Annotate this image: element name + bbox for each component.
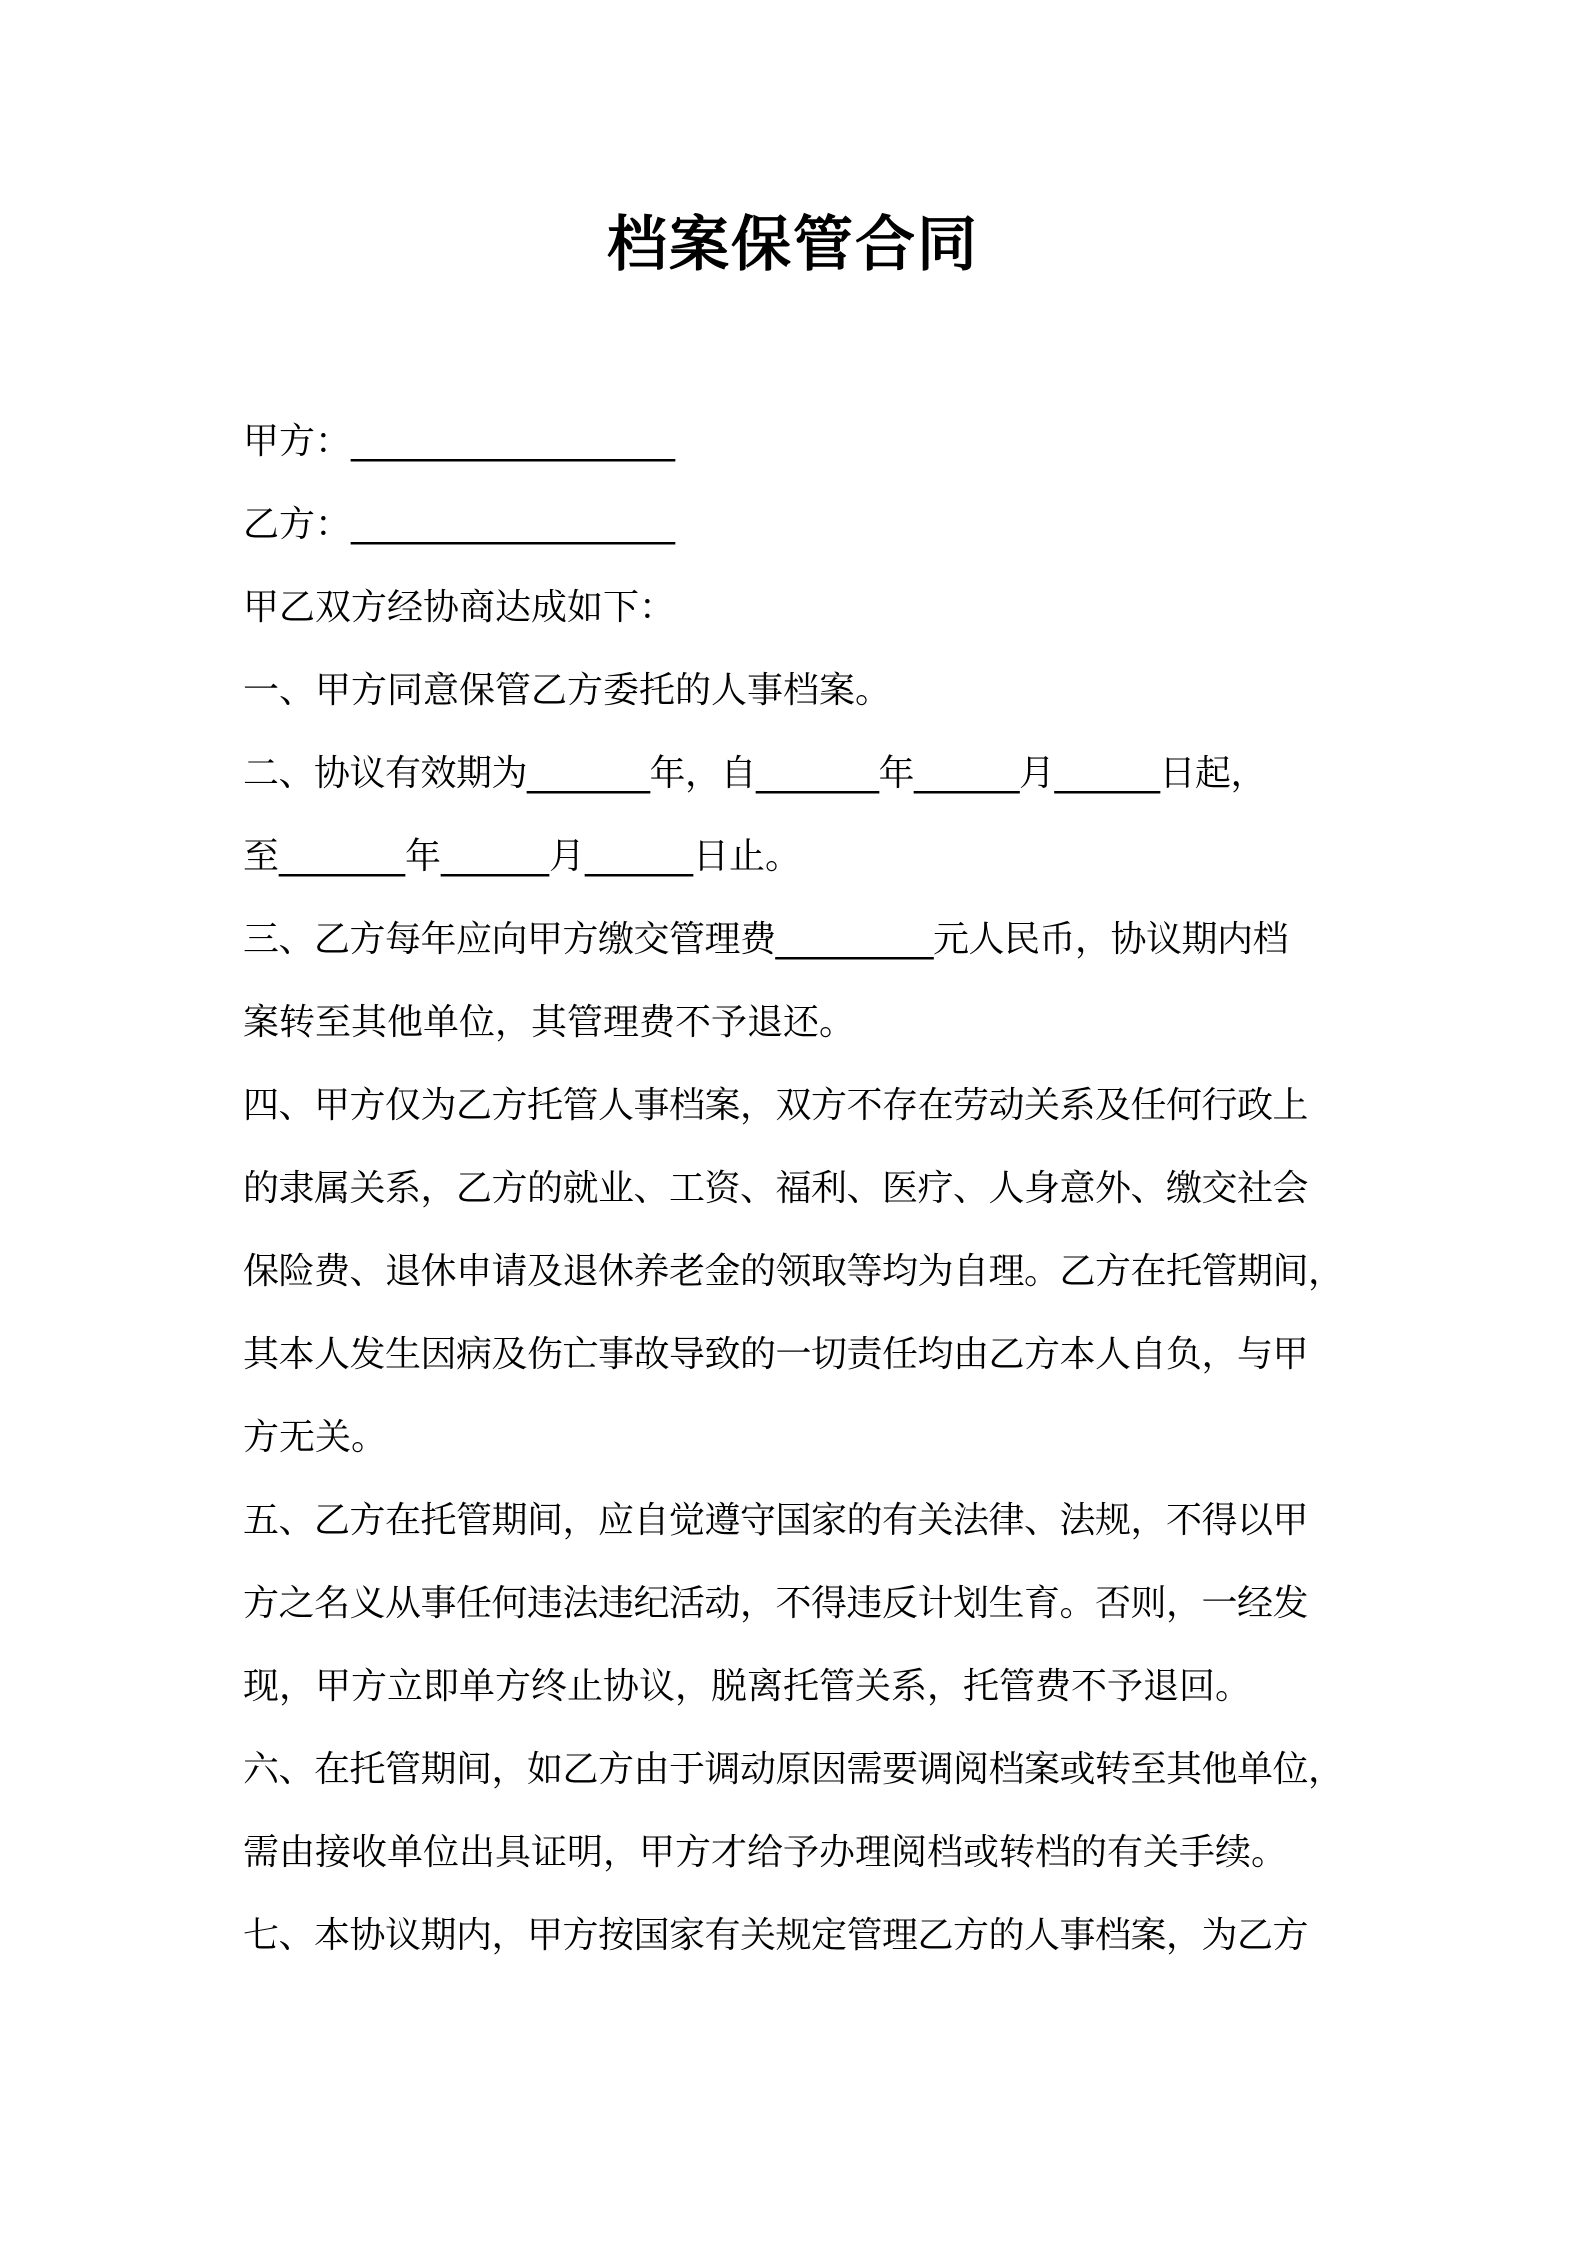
text-line: 的隶属关系，乙方的就业、工资、福利、医疗、人身意外、缴交社会 [243, 1168, 1309, 1209]
party-a-label: 甲方： [243, 421, 352, 462]
text-line: 三、乙方每年应向甲方缴交管理费_________元人民币，协议期内档 [243, 919, 1289, 960]
text-line: 至_______年______月______日止。 [243, 836, 802, 877]
text-line: 五、乙方在托管期间，应自觉遵守国家的有关法律、法规，不得以甲 [243, 1500, 1309, 1541]
text-line: 一、甲方同意保管乙方委托的人事档案。 [243, 670, 892, 711]
text-line: 甲乙双方经协商达成如下： [243, 587, 676, 628]
text-line: 二、协议有效期为_______年，自_______年______月______日起， [243, 753, 1267, 794]
text-line: 六、在托管期间，如乙方由于调动原因需要调阅档案或转至其他单位， [243, 1749, 1344, 1790]
text-line: 保险费、退休申请及退休养老金的领取等均为自理。乙方在托管期间， [243, 1251, 1344, 1292]
text-line: 方之名义从事任何违法违纪活动，不得违反计划生育。否则，一经发 [243, 1583, 1309, 1624]
party-b-blank: __________________ [351, 504, 676, 545]
document-body [243, 400, 1363, 1977]
text-line: 方无关。 [243, 1417, 388, 1458]
party-a-line [243, 400, 1363, 483]
text-line: 四、甲方仅为乙方托管人事档案，双方不存在劳动关系及任何行政上 [243, 1085, 1309, 1126]
text-line: 现，甲方立即单方终止协议，脱离托管关系，托管费不予退回。 [243, 1666, 1252, 1707]
text-line: 案转至其他单位，其管理费不予退还。 [243, 1002, 856, 1043]
document-title: 档案保管合同 [607, 210, 979, 280]
party-b-line [243, 483, 1363, 566]
text-line: 七、本协议期内，甲方按国家有关规定管理乙方的人事档案，为乙方 [243, 1915, 1309, 1956]
text-line: 需由接收单位出具证明，甲方才给予办理阅档或转档的有关手续。 [243, 1832, 1288, 1873]
text-line: 其本人发生因病及伤亡事故导致的一切责任均由乙方本人自负，与甲 [243, 1334, 1309, 1375]
party-a-blank: __________________ [351, 421, 676, 462]
party-b-label: 乙方： [243, 504, 352, 545]
